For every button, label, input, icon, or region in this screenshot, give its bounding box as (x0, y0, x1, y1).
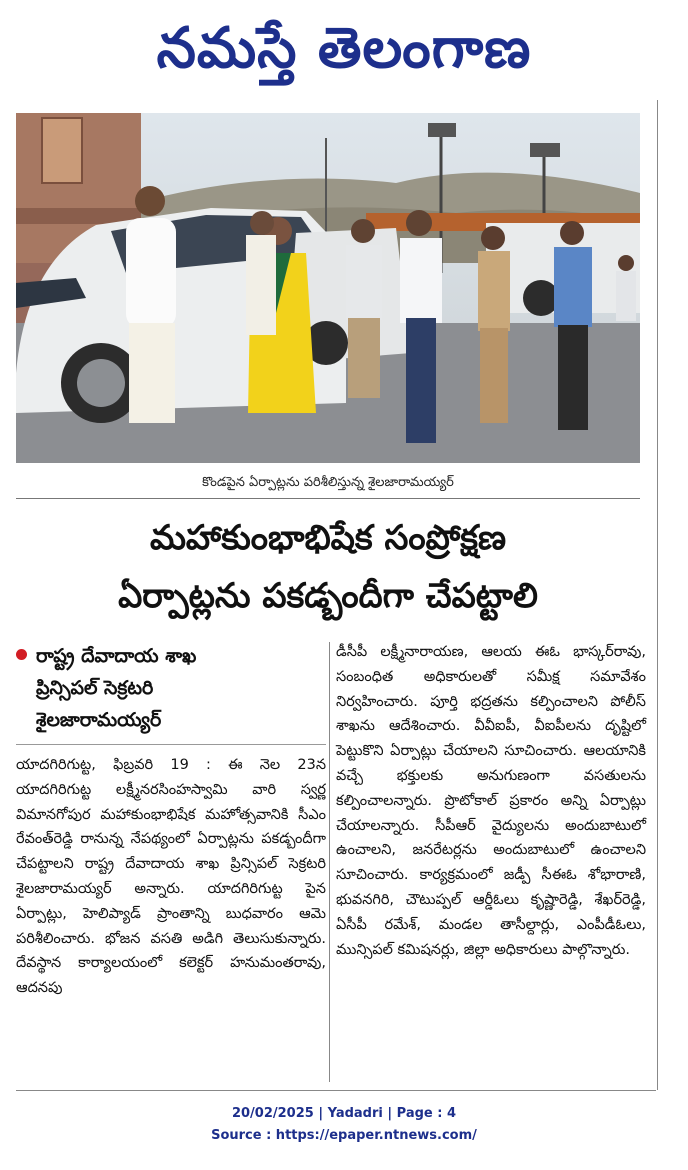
photo-caption: కొండపైన ఏర్పాట్లను పరిశీలిస్తున్న శైలజారామయ్యర్ (16, 468, 640, 499)
newspaper-logo: నమస్తే తెలంగాణ (156, 16, 532, 81)
article-column-right (336, 640, 646, 962)
subhead-line-3: శైలజారామయ్యర్ (36, 709, 162, 731)
subhead-line-2: ప్రిన్సిపల్ సెక్రటరి (36, 677, 154, 699)
bottom-divider (16, 1090, 656, 1091)
article-body-right: డీసీపీ లక్ష్మీనారాయణ, ఆలయ ఈఓ భాస్కర్‌రావు, సంబంధిత అధికారులతో సమీక్ష సమావేశం నిర్వహించారు. పూర్తి భద్రతను కల్పించాలని పోలీస్ శాఖను ఆదేశించారు. వీవీఐపీ, వీఐపీలను దృష్టిలో పెట్టుకొని ఏర్పాట్లు చేయాలని సూచించారు. ఆలయానికి వచ్చే భక్తులకు అనుగుణంగా వసతులను కల్పించాలన్నారు. ప్రొటోకాల్ ప్రకారం అన్ని ఏర్పాట్లు చేయాలన్నారు. సీపీఆర్ వైద్యులను అందుబాటులో ఉంచాలని, జనరేటర్లను అందుబాటులో ఉంచాలని సూచించారు. కార్యక్రమంలో జడ్పీ సీఈఓ శోభారాణి, భువనగిరి, చౌటుప్పల్ ఆర్డీఓలు కృష్ణారెడ్డి, శేఖర్‌రెడ్డి, ఏసీపీ రమేశ్, మండల తాసీల్దార్లు, ఎంపీడీఓలు, మున్సిపల్ కమిషనర్లు, జిల్లా అధికారులు పాల్గొన్నారు. (336, 644, 646, 958)
article-subheading (16, 640, 326, 736)
person-1 (126, 186, 176, 423)
headline-line-2: ఏర్పాట్లను పకడ్బందీగా చేపట్టాలి (118, 576, 538, 616)
headline-line-1: మహాకుంభాభిషేక సంప్రోక్షణ (149, 518, 507, 558)
column-divider (329, 642, 330, 1082)
footer-source-link[interactable]: Source : https://epaper.ntnews.com/ (211, 1128, 477, 1143)
person-8 (616, 255, 636, 321)
footer-date-page: 20/02/2025 | Yadadri | Page : 4 (231, 1106, 457, 1121)
photo-illustration (16, 113, 640, 463)
news-photo (16, 113, 640, 463)
person-7 (554, 221, 592, 430)
bullet-icon (16, 649, 27, 660)
person-5 (400, 210, 442, 443)
adjacent-article-strip (657, 100, 688, 1090)
person-6-police (478, 226, 510, 423)
masthead (0, 0, 688, 100)
article-column-left (16, 640, 326, 1001)
subhead-divider (16, 744, 326, 745)
subhead-line-1: రాష్ట్ర దేవాదాయ శాఖ (36, 645, 197, 667)
article-body-left: యాదగిరిగుట్ట, ఫిబ్రవరి 19 : ఈ నెల 23న యాదగిరిగుట్ట లక్ష్మీనరసింహస్వామి వారి స్వర్ణ విమానగోపుర మహాకుంభాభిషేక మహోత్సవానికి సీఎం రేవంత్‌రెడ్డి రానున్న నేపథ్యంలో ఏర్పాట్లను పకడ్బందీగా చేపట్టాలని రాష్ట్ర దేవాదాయ శాఖ ప్రిన్సిపల్ సెక్రటరి శైలజారామయ్యర్ అన్నారు. యాదగిరిగుట్ట పైన ఏర్పాట్లు, హెలిప్యాడ్ ప్రాంతాన్ని బుధవారం ఆమె పరిశీలించారు. భోజన వసతి అడిగి తెలుసుకున్నారు. దేవస్థాన కార్యాలయంలో కలెక్టర్ హనుమంతరావు, ఆదనపు (16, 757, 326, 997)
person-4 (346, 219, 382, 398)
